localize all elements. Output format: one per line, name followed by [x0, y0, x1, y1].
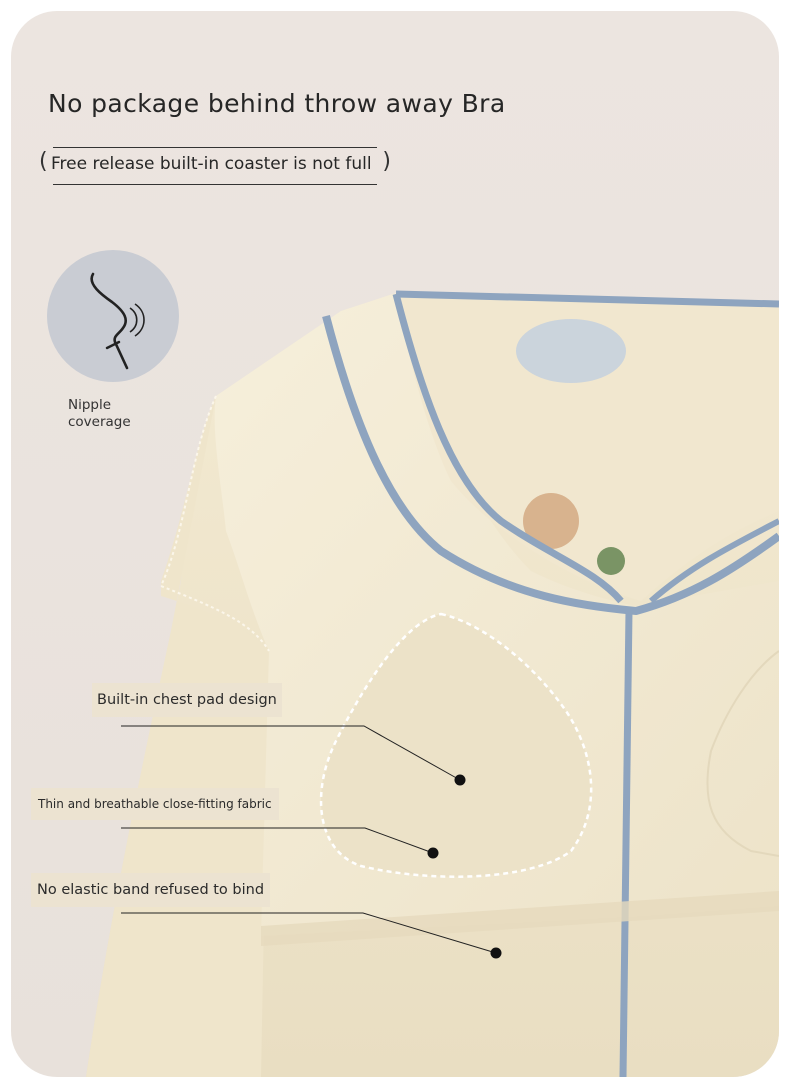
subtitle-text: Free release built-in coaster is not full [51, 154, 372, 174]
nipple-coverage-badge [47, 250, 179, 382]
nipple-profile-icon [47, 250, 179, 382]
subtitle-top-rule [53, 147, 377, 148]
nipple-coverage-label [68, 397, 131, 431]
subtitle-paren-left: ( [39, 149, 48, 174]
page-title: No package behind throw away Bra [48, 89, 506, 118]
badge-label-line-1: Nipple [68, 397, 112, 413]
callout-no-elastic-band: No elastic band refused to bind [31, 873, 270, 907]
subtitle-paren-right: ) [382, 149, 391, 174]
subtitle-bottom-rule [53, 184, 377, 185]
callout-chest-pad: Built-in chest pad design [92, 683, 282, 717]
callout-breathable-fabric: Thin and breathable close-fitting fabric [31, 788, 279, 820]
subtitle-banner [39, 147, 391, 185]
badge-label-line-2: coverage [68, 414, 131, 430]
product-card [11, 11, 779, 1077]
